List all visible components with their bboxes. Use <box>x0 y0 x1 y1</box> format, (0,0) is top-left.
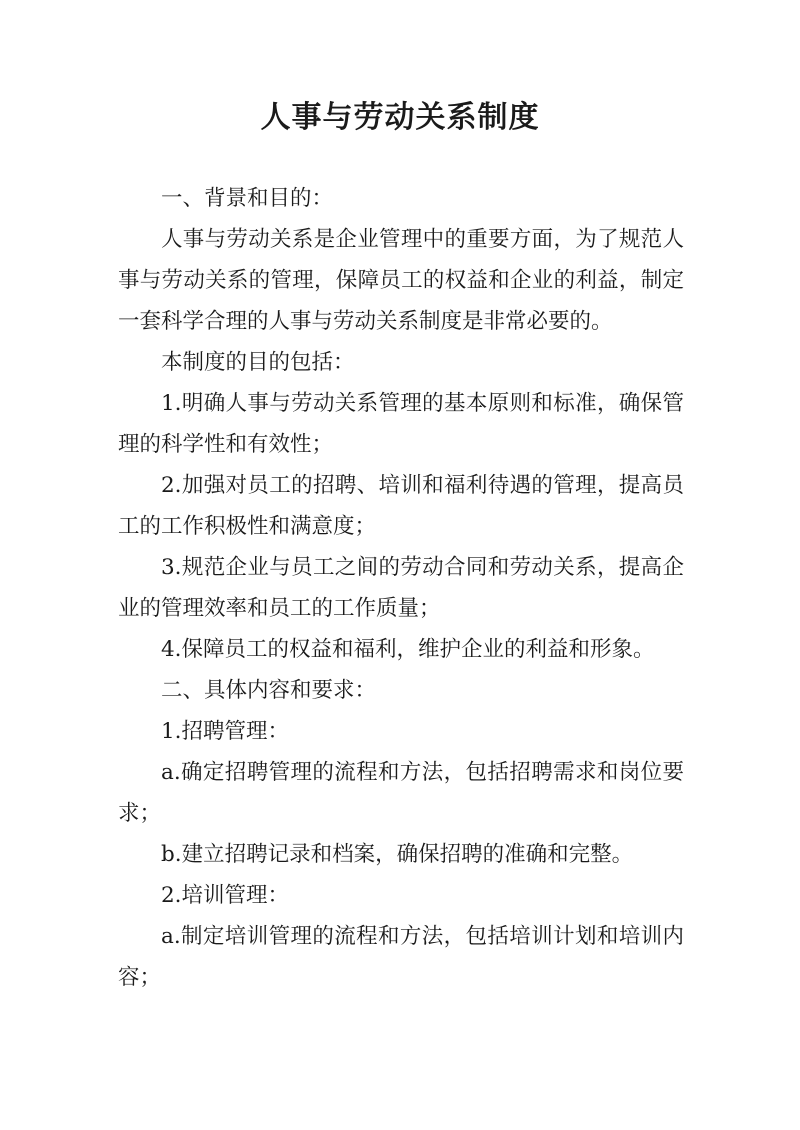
subsection-heading-recruitment: 1.招聘管理： <box>161 719 290 744</box>
paragraph-purpose-lead: 本制度的目的包括： <box>161 350 355 375</box>
section-heading-content: 二、具体内容和要求： <box>161 678 377 703</box>
list-item-recruitment-b: b.建立招聘记录和档案，确保招聘的准确和完整。 <box>161 842 634 867</box>
list-item-training-a: a.制定培训管理的流程和方法，包括培训计划和培训内容； <box>118 924 684 990</box>
list-item-purpose-2: 2.加强对员工的招聘、培训和福利待遇的管理，提高员工的工作积极性和满意度； <box>118 473 684 539</box>
document-title: 人事与劳动关系制度 <box>260 100 540 135</box>
paragraph-intro: 人事与劳动关系是企业管理中的重要方面，为了规范人事与劳动关系的管理，保障员工的权益和企业的利益，制定一套科学合理的人事与劳动关系制度是非常必要的。 <box>118 227 684 334</box>
section-heading-background: 一、背景和目的： <box>161 186 334 211</box>
list-item-purpose-3: 3.规范企业与员工之间的劳动合同和劳动关系，提高企业的管理效率和员工的工作质量； <box>118 555 684 621</box>
subsection-heading-training: 2.培训管理： <box>161 883 290 908</box>
list-item-purpose-1: 1.明确人事与劳动关系管理的基本原则和标准，确保管理的科学性和有效性； <box>118 391 684 457</box>
list-item-recruitment-a: a.确定招聘管理的流程和方法，包括招聘需求和岗位要求； <box>118 760 684 826</box>
list-item-purpose-4: 4.保障员工的权益和福利，维护企业的利益和形象。 <box>161 637 655 662</box>
document-body <box>118 178 684 998</box>
